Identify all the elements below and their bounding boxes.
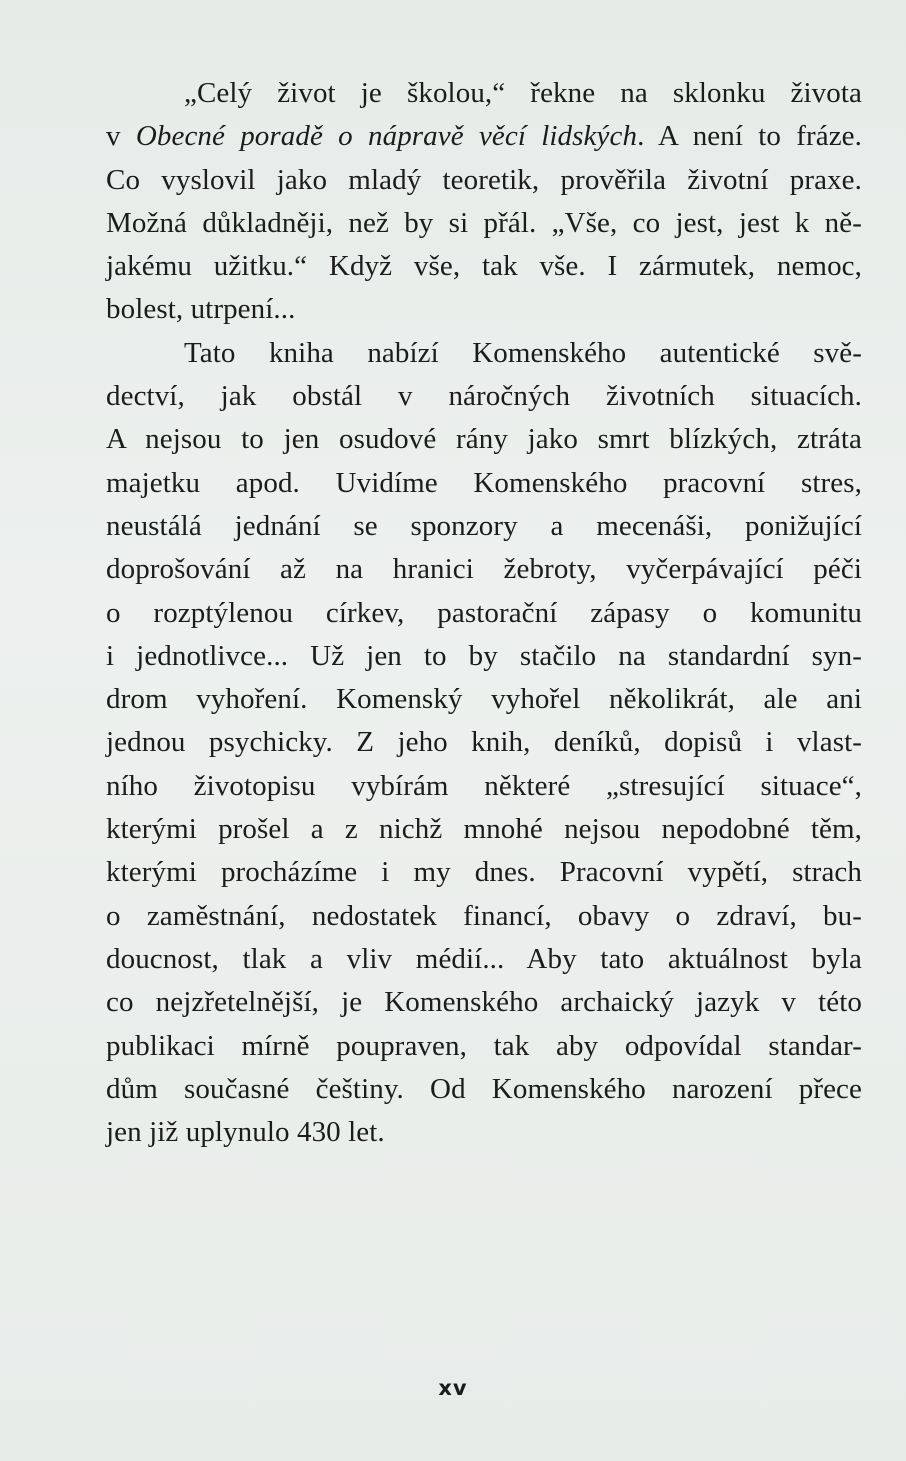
page-number: xv: [438, 1376, 468, 1400]
text-line: dům současné češtiny. Od Komenského narození přece: [106, 1072, 862, 1105]
text-line: co nejzřetelnější, je Komenského archaický jazyk v této: [106, 986, 862, 1019]
paragraph-1: [106, 72, 862, 332]
text-line: i jednotlivce... Už jen to by stačilo na standardní syn-: [106, 639, 862, 672]
text-line: doucnost, tlak a vliv médií... Aby tato aktuálnost byla: [106, 942, 862, 975]
body-text: [106, 72, 862, 1154]
text-line: Tato kniha nabízí Komenského autentické svě-: [184, 336, 862, 369]
text-line: doprošování až na hranici žebroty, vyčerpávající péči: [106, 553, 862, 586]
text-line: o rozptýlenou církev, pastorační zápasy o komunitu: [106, 596, 862, 629]
text-line: drom vyhoření. Komenský vyhořel několikrát, ale ani: [106, 683, 862, 716]
paragraph-2: [106, 332, 862, 1155]
text-line: Co vyslovil jako mladý teoretik, prověřila životní praxe.: [106, 163, 862, 196]
text-line: majetku apod. Uvidíme Komenského pracovní stres,: [106, 466, 862, 499]
text-line: jednou psychicky. Z jeho knih, deníků, dopisů i vlast-: [106, 726, 862, 759]
text-line: ního životopisu vybírám některé „stresující situace“,: [106, 769, 862, 802]
text-line: o zaměstnání, nedostatek financí, obavy o zdraví, bu-: [106, 899, 862, 932]
text-line: bolest, utrpení...: [106, 293, 296, 326]
text-line: jen již uplynulo 430 let.: [106, 1116, 385, 1149]
text-line: A nejsou to jen osudové rány jako smrt blízkých, ztráta: [106, 423, 862, 456]
text-line: publikaci mírně poupraven, tak aby odpovídal standar-: [106, 1029, 862, 1062]
text-line-with-italic-title: [106, 115, 862, 158]
text-line: dectví, jak obstál v náročných životních situacích.: [106, 380, 862, 413]
text-line: kterými procházíme i my dnes. Pracovní vypětí, strach: [106, 856, 862, 889]
italic-book-title: Obecné poradě o nápravě věcí lidských: [135, 120, 638, 153]
text-line: jakému užitku.“ Když vše, tak vše. I zármutek, nemoc,: [106, 250, 862, 283]
text-fragment: . A není to fráze.: [637, 120, 862, 153]
text-line: neustálá jednání se sponzory a mecenáši, ponižující: [106, 509, 862, 542]
text-line: Možná důkladněji, než by si přál. „Vše, co jest, jest k ně-: [106, 206, 862, 239]
text-line: kterými prošel a z nichž mnohé nejsou nepodobné těm,: [106, 813, 862, 846]
text-fragment: v: [106, 120, 136, 153]
text-line: „Celý život je školou,“ řekne na sklonku života: [184, 77, 862, 109]
